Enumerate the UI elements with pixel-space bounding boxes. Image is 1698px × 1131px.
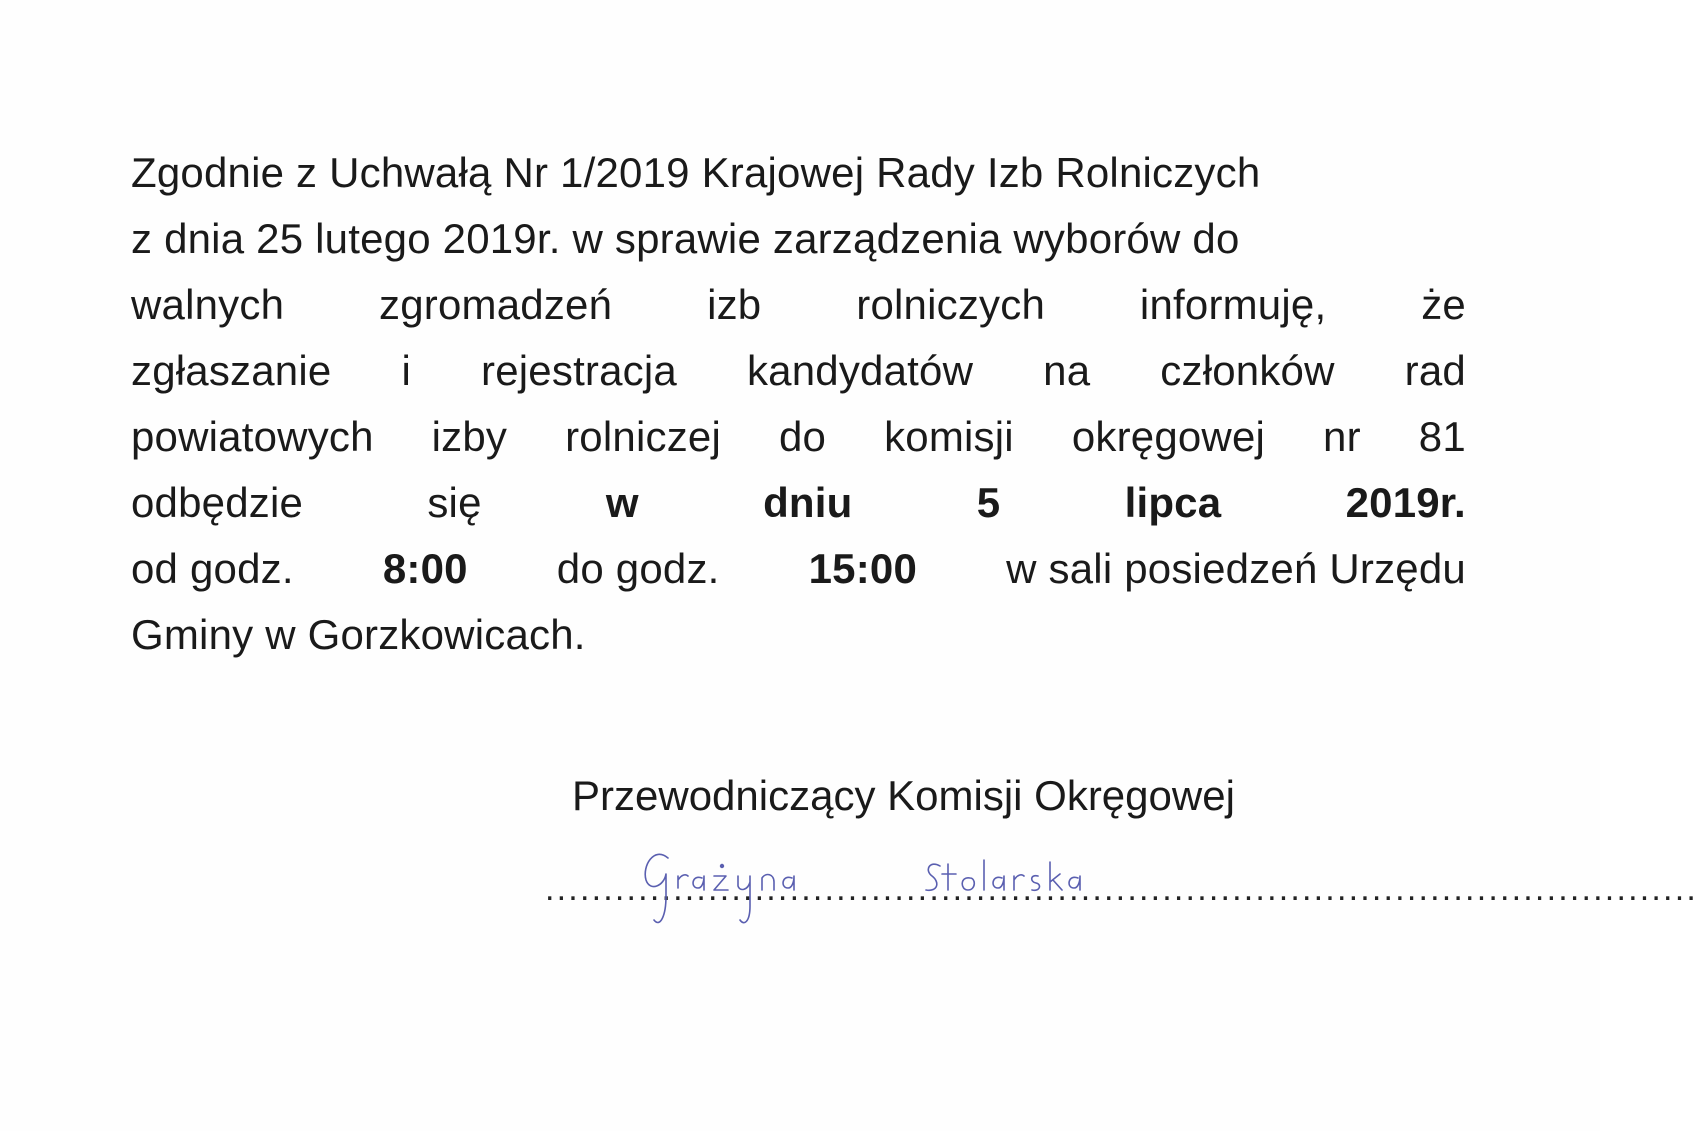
- word: i: [401, 347, 412, 394]
- word: zgromadzeń: [379, 281, 613, 328]
- word: rejestracja: [481, 347, 677, 394]
- signature-title: Przewodniczący Komisji Okręgowej: [572, 772, 1235, 819]
- paragraph-line-4: [131, 338, 1466, 404]
- word-odbedzie: odbędzie: [131, 479, 304, 526]
- to-label: do godz.: [556, 545, 720, 592]
- paragraph-line-1: [131, 140, 1466, 206]
- announcement-paragraph: [131, 140, 1466, 668]
- end-time: 15:00: [808, 545, 918, 592]
- from-label: od godz.: [131, 545, 294, 592]
- paragraph-line-8: [131, 602, 1466, 668]
- paragraph-line-6: [131, 470, 1466, 536]
- word: zgłaszanie: [131, 347, 332, 394]
- date-month: lipca: [1124, 479, 1222, 526]
- paragraph-line-2: [131, 206, 1466, 272]
- word: nr: [1323, 413, 1361, 460]
- word: na: [1043, 347, 1091, 394]
- word: rad: [1404, 347, 1466, 394]
- word: 81: [1418, 413, 1466, 460]
- word: rolniczych: [856, 281, 1046, 328]
- line-1-text: Zgodnie z Uchwałą Nr 1/2019 Krajowej Rady Izb Rolniczych: [131, 149, 1261, 196]
- word: rolniczej: [565, 413, 721, 460]
- location-text: w sali posiedzeń Urzędu: [1006, 545, 1466, 592]
- line-2-text: z dnia 25 lutego 2019r. w sprawie zarządzenia wyborów do: [131, 215, 1240, 262]
- date-word-w: w: [605, 479, 639, 526]
- date-word-dniu: dniu: [763, 479, 853, 526]
- paragraph-line-7: [131, 536, 1466, 602]
- paragraph-line-3: [131, 272, 1466, 338]
- word-sie: się: [427, 479, 482, 526]
- signature-dotted-line: ...................................................................................................: [545, 870, 1698, 908]
- word: powiatowych: [131, 413, 374, 460]
- word: że: [1421, 281, 1466, 328]
- word: walnych: [131, 281, 285, 328]
- word: izby: [431, 413, 508, 460]
- line-8-text: Gminy w Gorzkowicach.: [131, 611, 586, 658]
- word: członków: [1160, 347, 1335, 394]
- word: izb: [707, 281, 762, 328]
- handwritten-signature: [640, 836, 1200, 946]
- start-time: 8:00: [382, 545, 468, 592]
- date-year: 2019r.: [1345, 479, 1466, 526]
- word: informuję,: [1139, 281, 1327, 328]
- word: komisji: [884, 413, 1014, 460]
- word: do: [778, 413, 827, 460]
- word: kandydatów: [746, 347, 974, 394]
- word: okręgowej: [1071, 413, 1266, 460]
- paragraph-line-5: [131, 404, 1466, 470]
- date-day: 5: [976, 479, 1001, 526]
